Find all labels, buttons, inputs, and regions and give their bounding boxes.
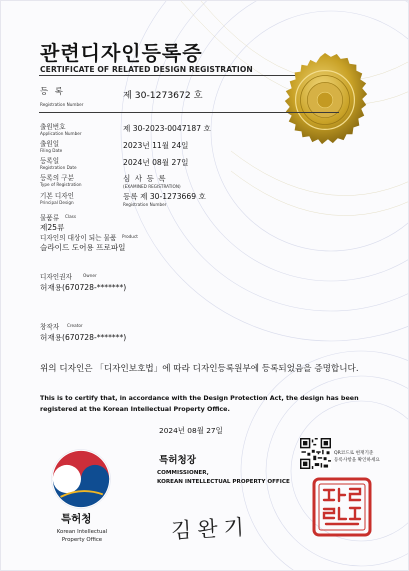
- registration-date: 2024년 08월 27일: [123, 158, 189, 167]
- registration-label-english: Registration Number: [40, 102, 84, 107]
- field-label-application-number-en: Application Number: [40, 131, 82, 136]
- owner-value: 허재용(670728-*******): [40, 283, 127, 292]
- certificate-title: 관련디자인등록증: [40, 41, 203, 65]
- qr-code[interactable]: [300, 438, 331, 469]
- class-label: 물품류: [40, 214, 60, 222]
- commissioner-title-english: COMMISSIONER, KOREAN INTELLECTUAL PROPERTY OFFICE: [157, 470, 290, 485]
- creator-value: 허재용(670728-*******): [40, 333, 127, 342]
- field-label-principal-design-en: Principal Design: [40, 200, 74, 205]
- registration-divider: [39, 112, 339, 113]
- creator-label: 창작자: [40, 323, 60, 331]
- owner-label-english: Owner: [83, 273, 97, 278]
- field-label-filing-date-en: Filing Date: [40, 148, 63, 153]
- registration-label: 등 록: [40, 86, 65, 96]
- field-label-principal-design: 기본 디자인: [40, 192, 74, 200]
- filing-date: 2023년 11월 24일: [123, 141, 189, 150]
- certification-statement-korean: 위의 디자인은 「디자인보호법」에 따라 디자인등록원부에 등록되었음을 증명합니다.: [40, 364, 359, 374]
- registration-number: 제 30-1273672 호: [123, 90, 203, 101]
- owner-label: 디자인권자: [40, 273, 72, 281]
- registration-type: 심 사 등 록: [123, 174, 167, 183]
- field-label-filing-date: 출원일: [40, 140, 60, 148]
- official-stamp: [312, 477, 372, 537]
- principal-design-number: 등록 제 30-1273669 호: [123, 192, 206, 201]
- field-label-registration-type: 등록의 구분: [40, 174, 74, 182]
- product-label: 디자인의 대상이 되는 물품: [40, 234, 117, 242]
- commissioner-signature: 김완기: [170, 514, 251, 544]
- certificate-title-english: CERTIFICATE OF RELATED DESIGN REGISTRATION: [40, 65, 253, 74]
- field-label-registration-date: 등록일: [40, 157, 60, 165]
- product-value: 슬라이드 도어용 프로파일: [40, 243, 126, 252]
- issue-date: 2024년 08월 27일: [159, 426, 223, 435]
- field-label-application-number: 출원번호: [40, 123, 66, 131]
- field-label-registration-date-en: Registration Date: [40, 165, 77, 170]
- field-label-registration-type-en: Type of Registration: [40, 182, 82, 187]
- commissioner-title-korean: 특허청장: [159, 455, 197, 466]
- class-label-english: Class: [65, 214, 77, 219]
- application-number: 제 30-2023-0047187 호: [123, 124, 211, 133]
- kipo-emblem: [49, 447, 113, 511]
- kipo-name-korean: 특허청: [61, 513, 92, 525]
- principal-design-label-english: Registration Number: [123, 202, 167, 207]
- gold-seal: [276, 51, 374, 149]
- class-value: 제25류: [40, 223, 65, 232]
- registration-type-english: (EXAMINED REGISTRATION): [123, 184, 181, 189]
- qr-instructions: QR코드로 현재기준 등록사항을 확인하세요: [334, 451, 380, 463]
- certification-statement-english: This is to certify that, in accordance with the Design Protection Act, the design has been registered at the Korean Intellectual Property Office.: [40, 395, 359, 413]
- creator-label-english: Creator: [67, 323, 83, 328]
- kipo-name-english: Korean Intellectual Property Office: [56, 529, 108, 543]
- product-label-english: Product: [122, 234, 138, 239]
